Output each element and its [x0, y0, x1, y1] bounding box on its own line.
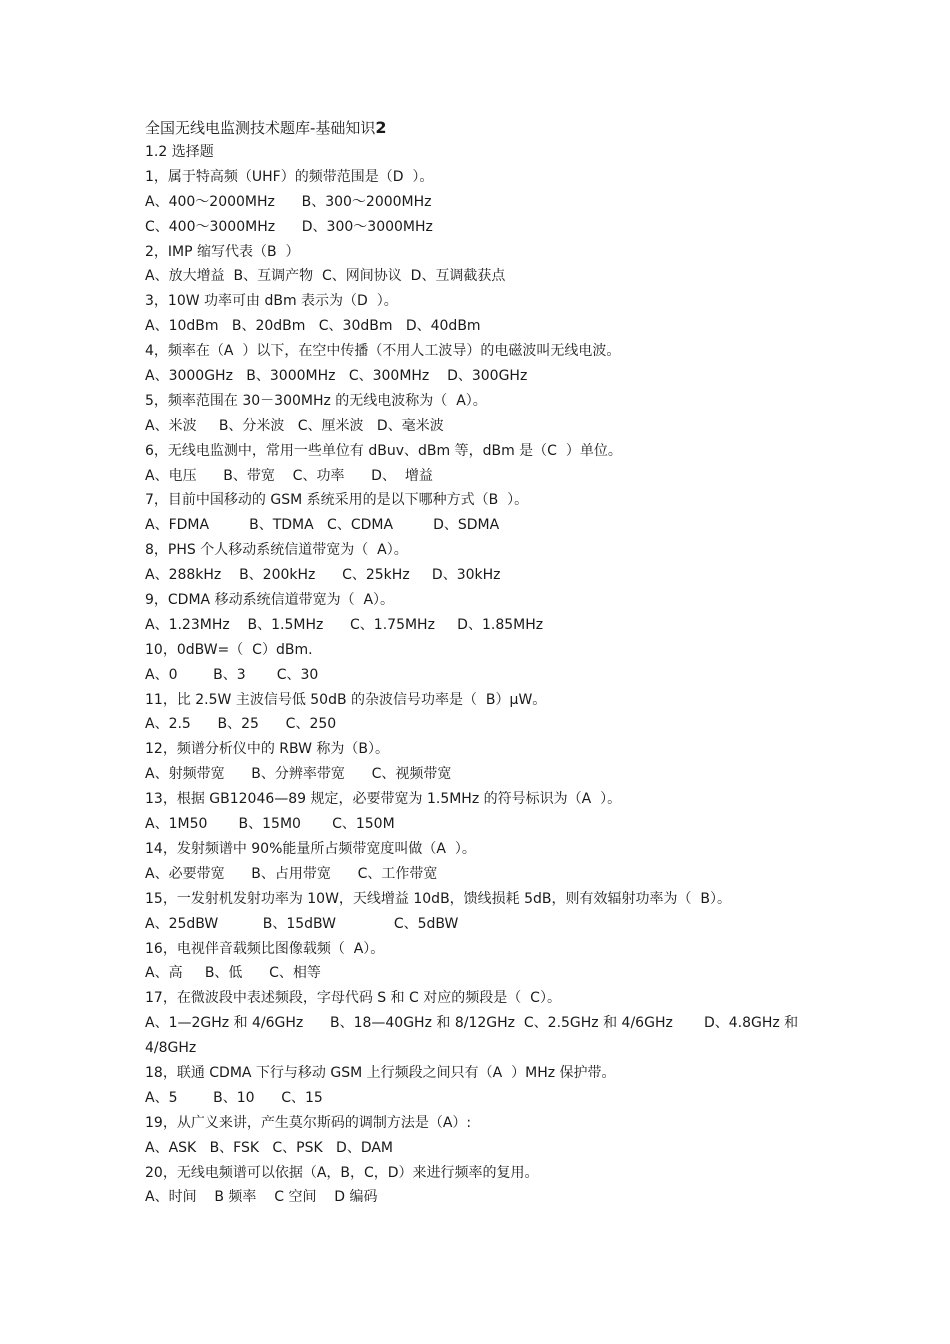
question-4: 4，频率在（A ）以下，在空中传播（不用人工波导）的电磁波叫无线电波。 [145, 343, 621, 360]
options-4: A、3000GHz B、3000MHz C、300MHz D、300GHz [145, 368, 528, 385]
question-1: 1，属于特高频（UHF）的频带范围是（D ）。 [145, 168, 434, 185]
options-6: A、电压 B、带宽 C、功率 D、 增益 [145, 467, 433, 484]
question-2: 2，IMP 缩写代表（B ） [145, 243, 300, 260]
options-10: A、0 B、3 C、30 [145, 666, 319, 683]
question-5: 5，频率范围在 30－300MHz 的无线电波称为（ A）。 [145, 392, 487, 409]
document-content [145, 116, 825, 1210]
document-title [145, 116, 825, 140]
options-20: A、时间 B 频率 C 空间 D 编码 [145, 1189, 378, 1206]
options-1a: A、400～2000MHz B、300～2000MHz [145, 193, 432, 210]
question-15: 15，一发射机发射功率为 10W，天线增益 10dB，馈线损耗 5dB，则有效辐射功率为（ B）。 [145, 890, 732, 907]
question-7: 7，目前中国移动的 GSM 系统采用的是以下哪种方式（B ）。 [145, 492, 529, 509]
question-8: 8，PHS 个人移动系统信道带宽为（ A）。 [145, 542, 408, 559]
options-12: A、射频带宽 B、分辨率带宽 C、视频带宽 [145, 766, 452, 783]
options-15: A、25dBW B、15dBW C、5dBW [145, 915, 459, 932]
options-9: A、1.23MHz B、1.5MHz C、1.75MHz D、1.85MHz [145, 616, 544, 633]
options-14: A、必要带宽 B、占用带宽 C、工作带宽 [145, 865, 438, 882]
options-18: A、5 B、10 C、15 [145, 1089, 323, 1106]
options-19: A、ASK B、FSK C、PSK D、DAM [145, 1139, 394, 1156]
question-12: 12，频谱分析仪中的 RBW 称为（B）。 [145, 741, 389, 758]
options-5: A、米波 B、分米波 C、厘米波 D、毫米波 [145, 417, 444, 434]
question-14: 14，发射频谱中 90%能量所占频带宽度叫做（A ）。 [145, 840, 476, 857]
question-11: 11，比 2.5W 主波信号低 50dB 的杂波信号功率是（ B）μW。 [145, 691, 547, 708]
options-7: A、FDMA B、TDMA C、CDMA D、SDMA [145, 517, 500, 534]
options-16: A、高 B、低 C、相等 [145, 965, 321, 982]
question-18: 18，联通 CDMA 下行与移动 GSM 上行频段之间只有（A ）MHz 保护带。 [145, 1064, 616, 1081]
options-11: A、2.5 B、25 C、250 [145, 716, 337, 733]
document-title-number: 2 [375, 118, 387, 137]
question-10: 10，0dBW=（ C）dBm. [145, 641, 313, 658]
document-title-main: 全国无线电监测技术题库-基础知识 [145, 119, 376, 137]
question-19: 19，从广义来讲，产生莫尔斯码的调制方法是（A）: [145, 1114, 472, 1131]
options-1b: C、400～3000MHz D、300～3000MHz [145, 218, 433, 235]
question-17: 17，在微波段中表述频段，字母代码 S 和 C 对应的频段是（ C）。 [145, 990, 561, 1007]
question-3: 3，10W 功率可由 dBm 表示为（D ）。 [145, 293, 398, 310]
question-6: 6，无线电监测中，常用一些单位有 dBuv、dBm 等，dBm 是（C ）单位。 [145, 442, 622, 459]
options-2: A、放大增益 B、互调产物 C、网间协议 D、互调截获点 [145, 268, 506, 285]
question-20: 20，无线电频谱可以依据（A，B，C，D）来进行频率的复用。 [145, 1164, 539, 1181]
options-3: A、10dBm B、20dBm C、30dBm D、40dBm [145, 318, 481, 335]
section-heading: 1.2 选择题 [145, 144, 214, 160]
question-9: 9，CDMA 移动系统信道带宽为（ A）。 [145, 592, 395, 609]
options-17: A、1—2GHz 和 4/6GHz B、18—40GHz 和 8/12GHz C、2.5GHz 和 4/6GHz D、4.8GHz 和 4/8GHz [145, 1015, 803, 1057]
question-16: 16，电视伴音载频比图像载频（ A）。 [145, 940, 385, 957]
question-13: 13，根据 GB12046—89 规定，必要带宽为 1.5MHz 的符号标识为（A ）。 [145, 791, 622, 808]
options-13: A、1M50 B、15M0 C、150M [145, 816, 395, 833]
options-8: A、288kHz B、200kHz C、25kHz D、30kHz [145, 567, 501, 584]
